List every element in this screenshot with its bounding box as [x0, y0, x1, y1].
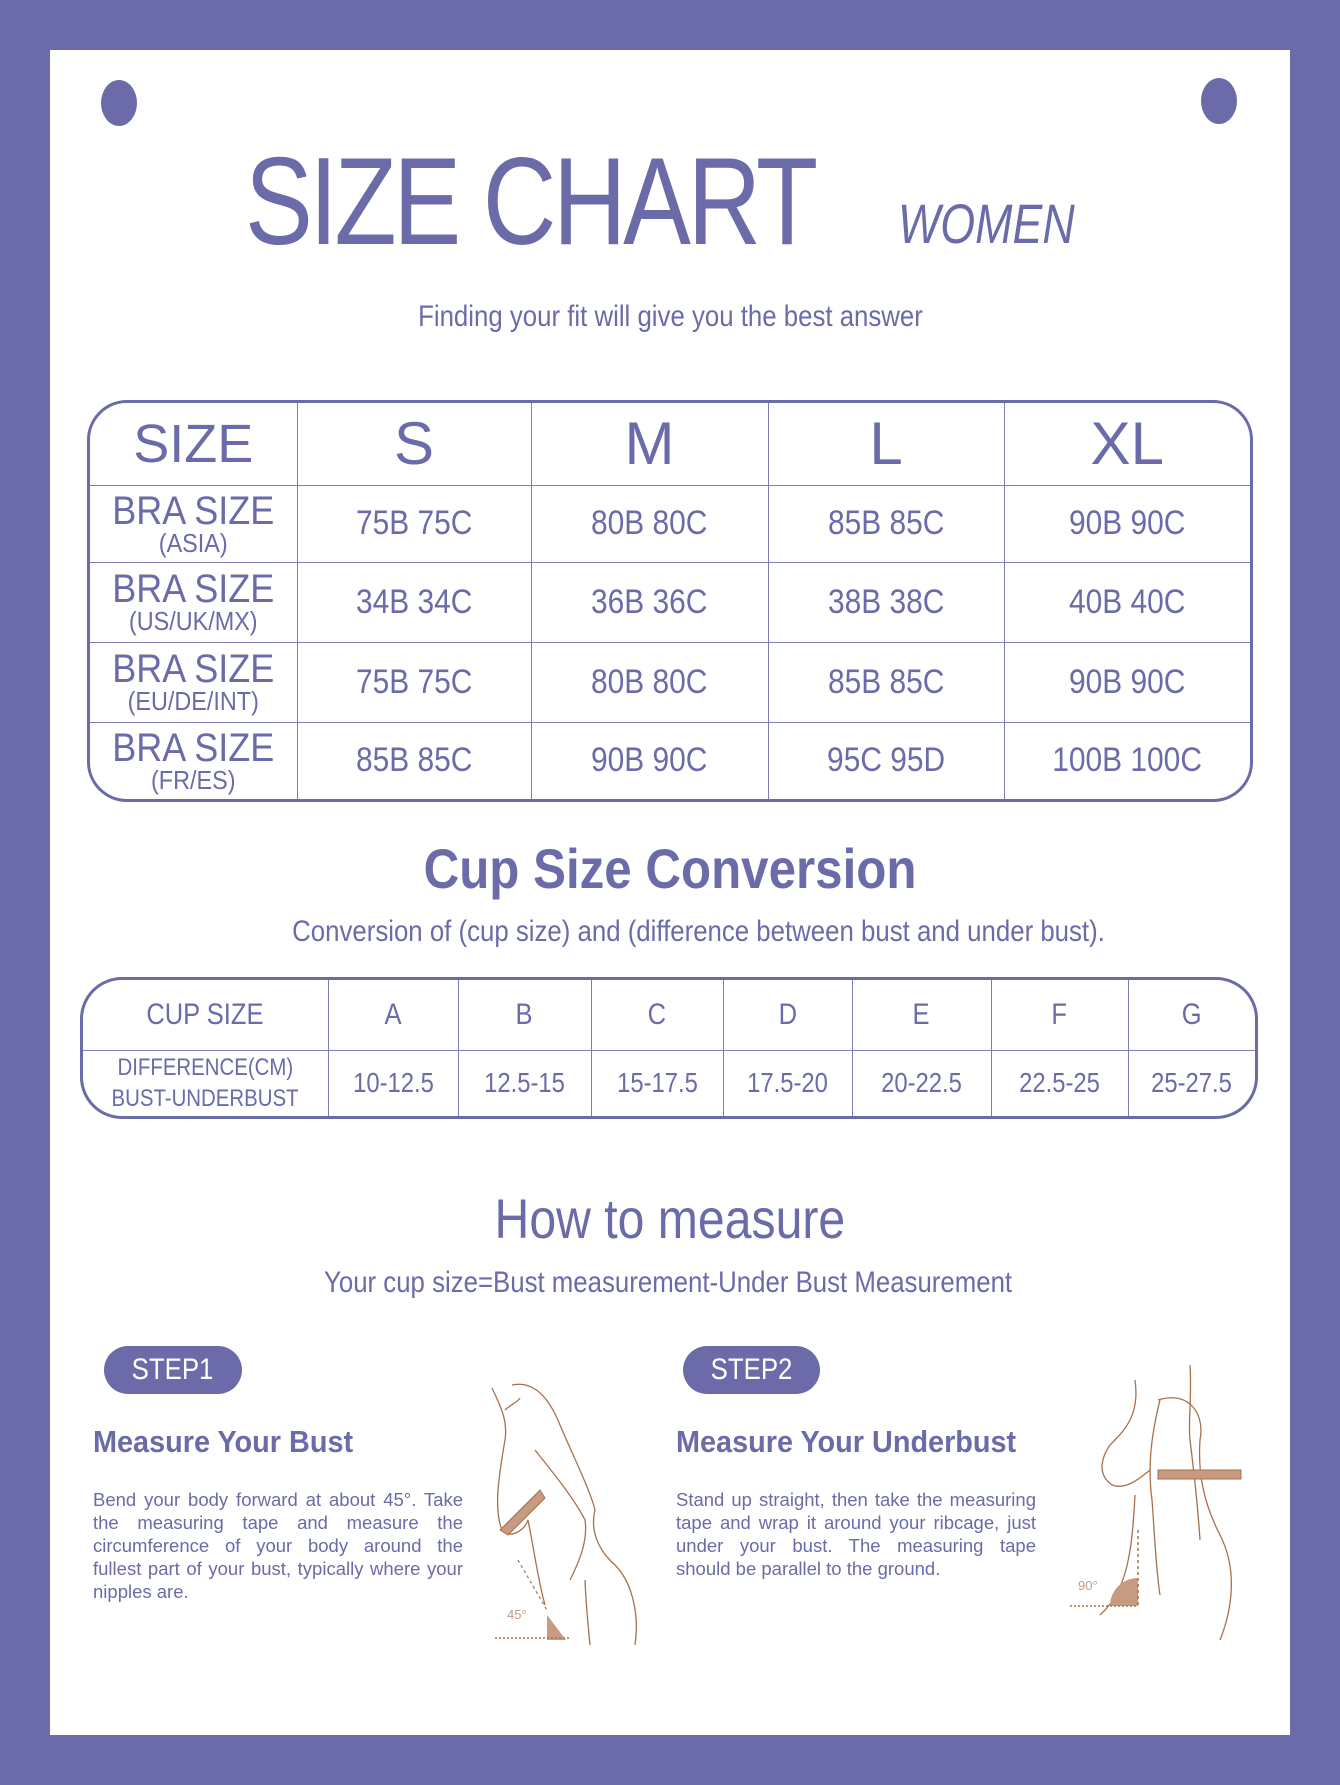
cup-letter: D [778, 997, 797, 1031]
cell-value: 75B 75C [355, 504, 473, 542]
table-cell [1004, 562, 1250, 642]
measure-section-title [0, 1186, 1340, 1251]
cell-value: 75B 75C [355, 662, 473, 701]
cup-letter: E [912, 997, 930, 1031]
row-label-main: BRA SIZE [112, 725, 275, 770]
cell-value: 40B 40C [1069, 582, 1186, 621]
cup-letter: C [647, 997, 667, 1031]
row-label [90, 722, 297, 799]
cell-value: 38B 38C [827, 582, 945, 621]
size-table-header [90, 403, 1250, 485]
row-label-main: BRA SIZE [112, 488, 275, 533]
row-label-region: (US/UK/MX) [128, 606, 258, 636]
difference-row-label [83, 1050, 328, 1116]
table-cell [768, 642, 1004, 722]
cup-column [1128, 980, 1255, 1050]
cell-value: 20-22.5 [881, 1067, 962, 1099]
table-cell [723, 1050, 852, 1116]
table-cell [768, 562, 1004, 642]
page-subtitle-text: Finding your fit will give you the best answer [417, 300, 923, 333]
measure-section-subtitle-text: Your cup size=Bust measurement-Under Bust Measurement [323, 1266, 1013, 1299]
page-subtitle [0, 300, 1340, 334]
cell-value: 95C 95D [826, 741, 946, 780]
cup-letter: F [1051, 997, 1068, 1031]
row-label-main: BRA SIZE [112, 647, 275, 691]
page-title: SIZE CHART [245, 133, 815, 271]
table-row [90, 485, 1250, 562]
table-row [90, 642, 1250, 722]
cup-section-subtitle-text: Conversion of (cup size) and (difference between bust and under bust). [291, 915, 1105, 948]
table-cell [297, 642, 531, 722]
cell-value: 80B 80C [591, 504, 708, 542]
table-cell [768, 722, 1004, 799]
cup-letter: B [515, 997, 533, 1031]
table-cell [531, 722, 768, 799]
table-cell [768, 485, 1004, 562]
cup-size-header-label [83, 980, 328, 1050]
size-column-l: L [768, 403, 1004, 485]
step2-body: Stand up straight, then take the measuring tape and wrap it around your ribcage, just under your bust. The measuring tape should be parallel to the ground. [676, 1489, 1036, 1579]
cell-value: 85B 85C [827, 662, 945, 701]
cup-section-subtitle [28, 915, 1340, 949]
cup-section-title [0, 836, 1340, 901]
cell-value: 22.5-25 [1019, 1067, 1100, 1099]
table-cell [591, 1050, 723, 1116]
size-column-xl: XL [1004, 403, 1250, 485]
step2-badge-text: STEP2 [710, 1353, 793, 1386]
table-cell [852, 1050, 991, 1116]
table-row [83, 1050, 1255, 1116]
table-cell [297, 485, 531, 562]
cup-column [991, 980, 1128, 1050]
cup-column [852, 980, 991, 1050]
cup-column [458, 980, 591, 1050]
row-label [90, 485, 297, 562]
bust-measure-figure-icon [480, 1380, 650, 1645]
table-cell [991, 1050, 1128, 1116]
table-cell [297, 562, 531, 642]
cell-value: 80B 80C [591, 662, 708, 701]
row-label [90, 642, 297, 722]
cell-value: 90B 90C [1069, 662, 1186, 701]
measure-section-title-text: How to measure [494, 1187, 846, 1250]
difference-label-line2: BUST-UNDERBUST [111, 1085, 299, 1113]
table-cell [531, 562, 768, 642]
table-cell [531, 485, 768, 562]
cell-value: 34B 34C [355, 582, 473, 621]
row-label-region: (EU/DE/INT) [127, 686, 259, 716]
cup-letter: G [1181, 997, 1202, 1031]
cell-value: 15-17.5 [616, 1067, 698, 1099]
size-column-s: S [297, 403, 531, 485]
size-column-m: M [531, 403, 768, 485]
table-cell [1128, 1050, 1255, 1116]
cell-value: 10-12.5 [352, 1067, 434, 1099]
table-cell [1004, 642, 1250, 722]
cell-value: 90B 90C [591, 741, 708, 780]
cell-value: 36B 36C [591, 582, 708, 621]
cell-value: 25-27.5 [1151, 1067, 1233, 1099]
table-cell [458, 1050, 591, 1116]
cup-column [328, 980, 458, 1050]
step1-body: Bend your body forward at about 45°. Take the measuring tape and measure the circumference of your body around the fullest part of your bust, typically where your nipples are. [93, 1489, 463, 1602]
hole-dot-right [1201, 78, 1237, 124]
table-cell [531, 642, 768, 722]
table-row [90, 562, 1250, 642]
cup-size-header-text: CUP SIZE [146, 997, 264, 1031]
table-cell [297, 722, 531, 799]
cell-value: 12.5-15 [484, 1067, 565, 1099]
angle-45-label: 45° [507, 1607, 527, 1622]
difference-label-line1: DIFFERENCE(CM) [117, 1054, 294, 1082]
row-label-region: (FR/ES) [150, 764, 236, 795]
row-label-main: BRA SIZE [112, 567, 275, 611]
step2-heading: Measure Your Underbust [676, 1424, 1017, 1459]
cup-column [723, 980, 852, 1050]
cup-section-title-text: Cup Size Conversion [423, 837, 917, 900]
measure-section-subtitle [0, 1266, 1338, 1300]
cell-value: 17.5-20 [747, 1067, 828, 1099]
table-row [90, 722, 1250, 799]
row-label [90, 562, 297, 642]
cup-table-header [83, 980, 1255, 1050]
table-cell [328, 1050, 458, 1116]
cup-letter: A [384, 997, 402, 1031]
cell-value: 90B 90C [1069, 504, 1186, 542]
cell-value: 100B 100C [1052, 741, 1203, 780]
cup-size-table [80, 977, 1258, 1119]
step1-badge-text: STEP1 [132, 1353, 214, 1386]
title-tag: WOMEN [898, 192, 1075, 255]
cell-value: 85B 85C [827, 504, 945, 542]
size-corner-header: SIZE [90, 403, 297, 485]
table-cell [1004, 485, 1250, 562]
row-label-region: (ASIA) [158, 527, 228, 558]
step1-badge [104, 1346, 242, 1394]
cell-value: 85B 85C [355, 741, 473, 780]
table-cell [1004, 722, 1250, 799]
underbust-measure-figure-icon [1060, 1360, 1250, 1640]
hole-dot-left [101, 80, 137, 126]
size-table [87, 400, 1253, 802]
step2-badge [683, 1346, 820, 1394]
angle-90-label: 90° [1078, 1578, 1098, 1593]
step1-heading: Measure Your Bust [93, 1424, 354, 1459]
cup-column [591, 980, 723, 1050]
